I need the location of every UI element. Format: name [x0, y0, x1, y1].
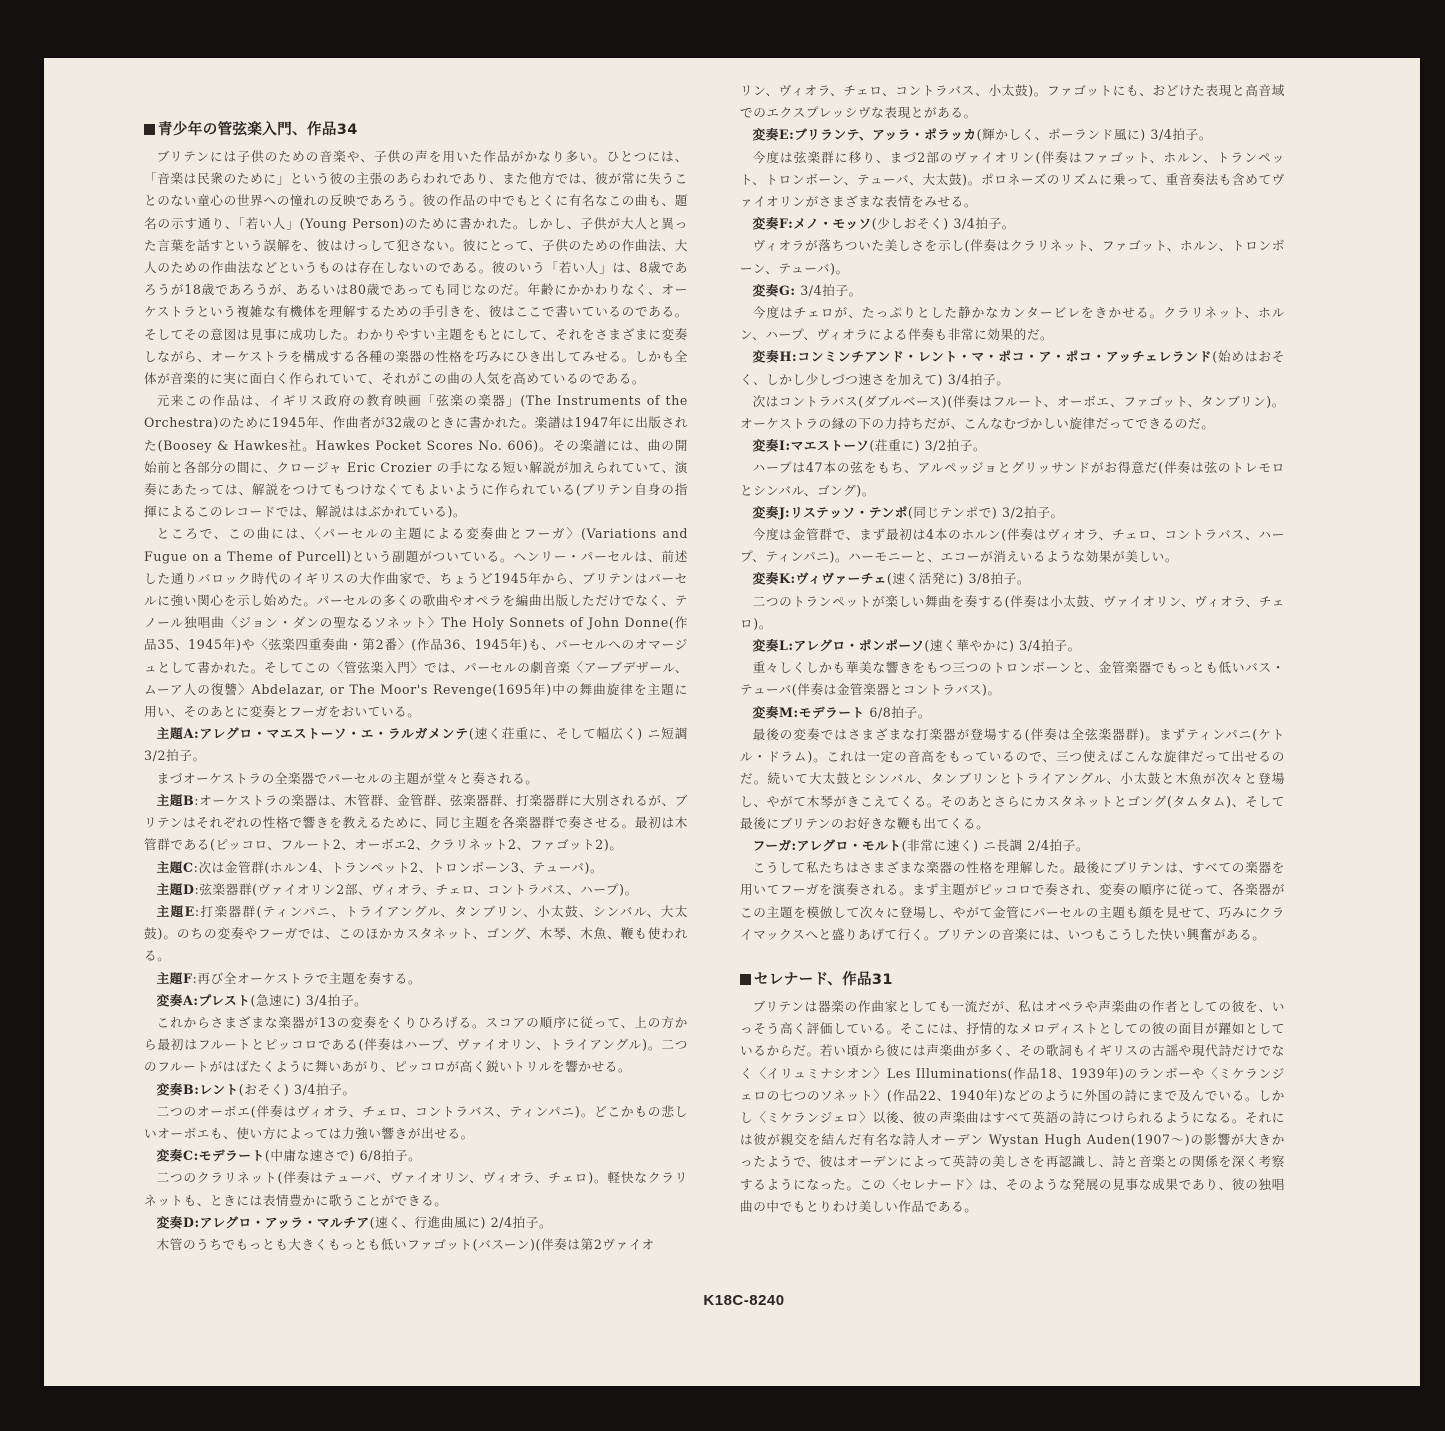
- catalog-number: K18C-8240: [703, 1292, 785, 1309]
- movement-heading: [144, 990, 688, 1012]
- body-paragraph: ところで、この曲には、〈パーセルの主題による変奏曲とフーガ〉(Variations and Fugue on a Theme of Purcell)という副題がついている。ヘンリー・パーセルは、前述した通りバロック時代のイギリスの大作曲家で、ちょうど1945年から、ブリテンはパーセルに強い関心を示し始めた。パーセルの多くの歌曲やオペラを編曲出版しただけでなく、テノール独唱曲〈ジョン・ダンの聖なるソネット〉The Holy Sonnets of John Donne(作品35、1945年)や〈弦楽四重奏曲・第2番〉(作品36、1945年)も、パーセルへのオマージュとして書かれた。そしてこの〈管弦楽入門〉では、パーセルの劇音楽〈アーブデザール、ムーア人の復讐〉Abdelazar, or The Moor's Revenge(1695年)中の舞曲旋律を主題に用い、そのあとに変奏とフーガをおいている。: [144, 526, 688, 720]
- movement-label: 変奏M:モデラート: [752, 704, 865, 720]
- movement-label: 変奏B:レント: [156, 1081, 239, 1097]
- movement-label: 主題E: [156, 903, 195, 919]
- movement-label: 変奏F:メノ・モッソ: [752, 216, 872, 232]
- movement-description: (非常に速く) ニ長調 2/4拍子。: [901, 837, 1090, 853]
- movement-description: :再び全オーケストラで主題を奏する。: [192, 970, 422, 986]
- movement-label: 変奏C:モデラート: [156, 1148, 265, 1164]
- movement-description: (急速に) 3/4拍子。: [250, 992, 368, 1008]
- right-column-body: [740, 80, 1285, 1218]
- movement-label: 変奏I:マエストーソ: [752, 438, 870, 454]
- movement-description: (速く活発に) 3/8拍子。: [886, 571, 1031, 587]
- movement-label: フーガ:アレグロ・モルト: [752, 837, 902, 853]
- movement-label: 主題C: [156, 859, 194, 875]
- body-paragraph: 次はコントラバス(ダブルベース)(伴奏はフルート、オーボエ、ファゴット、タンブリン)。オーケストラの縁の下の力持ちだが、こんなむづかしい旋律だってできるのだ。: [740, 393, 1285, 432]
- body-paragraph: 今度は金管群で、まず最初は4本のホルン(伴奏はヴィオラ、チェロ、コントラバス、ハープ、ティンパニ)。ハーモニーと、エコーが消えいるような効果が美しい。: [740, 527, 1285, 565]
- body-paragraph: まづオーケストラの全楽器でパーセルの主題が堂々と奏される。: [156, 770, 539, 786]
- section-title: 青少年の管弦楽入門、作品34: [144, 118, 688, 142]
- liner-notes-sheet: [44, 58, 1420, 1386]
- movement-heading: [740, 346, 1285, 390]
- movement-description: (同じテンポで) 3/2拍子。: [907, 504, 1064, 520]
- movement-description: (輝かしく、ポーランド風に) 3/4拍子。: [976, 127, 1212, 143]
- right-column: [740, 80, 1285, 1218]
- movement-heading: [144, 857, 688, 879]
- movement-description: (始めはおそく、しかし少しづつ速さを加えて) 3/4拍子。: [740, 349, 1286, 387]
- body-paragraph: 最後の変奏ではさまざまな打楽器が登場する(伴奏は全弦楽器群)。まずティンパニ(ケトル・ドラム)。これは一定の音高をもっているので、三つ使えばこんな旋律だって出せるのだ。続いて大太鼓とシンバル、タンブリンとトライアングル、小太鼓と木魚が次々と登場し、やがて木琴がきこえてくる。そのあとさらにカスタネットとゴング(タムタム)、そして最後にブリテンのお好きな鞭も出てくる。: [740, 726, 1285, 831]
- body-paragraph: 木管のうちでもっとも大きくもっとも低いファゴット(バスーン)(伴奏は第2ヴァイオ: [156, 1236, 655, 1252]
- body-paragraph: ヴィオラが落ちついた美しさを示し(伴奏はクラリネット、ファゴット、ホルン、トロンボーン、テューバ)。: [740, 238, 1285, 276]
- body-paragraph: これからさまざまな楽器が13の変奏をくりひろげる。スコアの順序に従って、上の方から最初はフルートとピッコロである(伴奏はハープ、ヴァイオリン、トライアングル)。二つのフルートがはばたくように舞いあがり、ピッコロが高く鋭いトリルを響かせる。: [144, 1014, 688, 1075]
- movement-description: (速く荘重に、そして幅広く) ニ短調 3/2拍子。: [144, 726, 688, 764]
- movement-label: 変奏J:リステッソ・テンポ: [752, 504, 908, 520]
- movement-heading: [740, 635, 1285, 657]
- movement-description: (おそく) 3/4拍子。: [238, 1081, 356, 1097]
- body-paragraph: 二つのトランペットが楽しい舞曲を奏する(伴奏は小太鼓、ヴァイオリン、ヴィオラ、チェロ)。: [740, 593, 1285, 631]
- movement-heading: [144, 1145, 688, 1167]
- movement-description: (少しおそく) 3/4拍子。: [871, 216, 1015, 232]
- body-paragraph: リン、ヴィオラ、チェロ、コントラバス、小太鼓)。ファゴットにも、おどけた表現と高音域でのエクスプレッシヴな表現とがある。: [740, 83, 1285, 121]
- movement-heading: [144, 1212, 688, 1234]
- left-column-body: [144, 146, 688, 1256]
- movement-label: 変奏G:: [752, 282, 796, 298]
- movement-heading: [740, 568, 1285, 590]
- movement-label: 主題F: [156, 970, 193, 986]
- movement-description: :次は金管群(ホルン4、トランペット2、トロンボーン3、テューバ)。: [193, 859, 604, 875]
- body-paragraph: ブリテンには子供のための音楽や、子供の声を用いた作品がかなり多い。ひとつには、「音楽は民衆のために」という彼の主張のあらわれであり、また他方では、彼が常に失うことのない童心の世界への憧れの反映であろう。彼の作品の中でもとくに有名なこの曲も、題名の示す通り、「若い人」(Young Person)のために書かれた。しかし、子供が大人と異った言葉を話すという誤解を、彼はけっして犯さない。彼にとって、子供のための作曲法、大人のための作曲法などというものは存在しないのである。彼のいう「若い人」は、8歳であろうが18歳であろうが、あるいは80歳であっても同じなのだ。年齢にかかわりなく、オーケストラという複雑な有機体を理解するための手引きを、彼はここで書いているのである。そしてその意図は見事に成功した。わかりやすい主題をもとにして、それをさまざまに変奏しながら、オーケストラを構成する各種の楽器の性格を巧みにひき出してみせる。しかも全体が音楽的に実に面白く作られていて、それがこの曲の人気を高めているのである。: [144, 149, 688, 387]
- movement-description: 6/8拍子。: [864, 704, 932, 720]
- body-paragraph: 今度はチェロが、たっぷりとした静かなカンタービレをきかせる。クラリネット、ホルン、ハープ、ヴィオラによる伴奏も非常に効果的だ。: [740, 305, 1285, 343]
- movement-heading: [740, 435, 1285, 457]
- body-paragraph: 今度は弦楽群に移り、まづ2部のヴァイオリン(伴奏はファゴット、ホルン、トランペット、トロンボーン、テューバ、大太鼓)。ポロネーズのリズムに乗って、重音奏法も含めてヴァイオリンがさまざまな表情をみせる。: [740, 149, 1285, 210]
- movement-description: :打楽器群(ティンパニ、トライアングル、タンブリン、小太鼓、シンバル、大太鼓)。のちの変奏やフーガでは、このほかカスタネット、ゴング、木琴、木魚、鞭も使われる。: [144, 903, 688, 964]
- movement-label: 変奏D:アレグロ・アッラ・マルチア: [156, 1214, 370, 1230]
- movement-description: 3/4拍子。: [795, 282, 862, 298]
- movement-label: 主題A:アレグロ・マエストーソ・エ・ラルガメンテ: [156, 726, 469, 742]
- movement-heading: [740, 124, 1285, 146]
- movement-heading: [740, 835, 1285, 857]
- movement-description: (荘重に) 3/2拍子。: [869, 438, 987, 454]
- movement-heading: [144, 879, 688, 901]
- body-paragraph: 二つのクラリネット(伴奏はテューバ、ヴァイオリン、ヴィオラ、チェロ)。軽快なクラリネットも、ときには表情豊かに歌うことができる。: [144, 1170, 688, 1208]
- movement-description: (速く、行進曲風に) 2/4拍子。: [369, 1214, 553, 1230]
- movement-label: 変奏K:ヴィヴァーチェ: [752, 571, 887, 587]
- section-gap: [740, 946, 1285, 968]
- movement-heading: [740, 280, 1285, 302]
- body-paragraph: 重々しくしかも華美な響きをもつ三つのトロンボーンと、金管楽器でもっとも低いバス・テューバ(伴奏は金管楽器とコントラバス)。: [740, 660, 1285, 698]
- left-column: [144, 118, 688, 1256]
- movement-description: :オーケストラの楽器は、木管群、金管群、弦楽器群、打楽器群に大別されるが、ブリテンはそれぞれの性格で響きを教えるために、同じ主題を各楽器群で奏させる。最初は木管群である(ピッコロ、フルート2、オーボエ2、クラリネット2、ファゴット2)。: [144, 792, 688, 853]
- movement-description: :弦楽器群(ヴァイオリン2部、ヴィオラ、チェロ、コントラバス、ハープ)。: [194, 881, 638, 897]
- body-paragraph: 元来この作品は、イギリス政府の教育映画「弦楽の楽器」(The Instruments of the Orchestra)のために1945年、作曲者が32歳のときに書かれた。楽譜は1947年に出版された(Boosey & Hawkes社。Hawkes Pocket Scores No. 606)。その楽譜には、曲の開始前と各部分の間に、クロージャ Eric Crozier の手になる短い解説が加えられていて、演奏にあたっては、解説をつけてもつけなくてもよいように作られている(ブリテン自身の指揮によるこのレコードでは、解説ははぶかれている)。: [144, 393, 688, 520]
- movement-heading: [144, 790, 688, 857]
- body-paragraph: ブリテンは器楽の作曲家としても一流だが、私はオペラや声楽曲の作者としての彼を、いっそう高く評価している。そこには、抒情的なメロディストとしての彼の面目が躍如としているからだ。若い頃から彼には声楽曲が多く、その歌詞もイギリスの古謡や現代詩だけでなく〈イリュミナシオン〉Les Illuminations(作品18、1939年)のランボーや〈ミケランジェロの七つのソネット〉(作品22、1940年)などのように外国の詩にまで及んでいる。しかし〈ミケランジェロ〉以後、彼の声楽曲はすべて英語の詩につけられるようになる。それには彼が親交を結んだ有名な詩人オーデン Wystan Hugh Auden(1907〜)の影響が大きかったようで、彼はオーデンによって英詩の美しさを再認識し、詩と音楽との関係を深く考察するようになった。この〈セレナード〉は、そのような発展の見事な成果であり、彼の独唱曲の中でもとりわけ美しい作品である。: [740, 998, 1285, 1214]
- movement-description: (中庸な速さで) 6/8拍子。: [264, 1148, 422, 1164]
- movement-heading: [144, 901, 688, 968]
- movement-label: 変奏E:ブリランテ、アッラ・ポラッカ: [752, 127, 977, 143]
- movement-heading: [740, 502, 1285, 524]
- body-paragraph: 二つのオーボエ(伴奏はヴィオラ、チェロ、コントラバス、ティンパニ)。どこかもの悲しいオーボエも、使い方によっては力強い響きが出せる。: [144, 1103, 688, 1141]
- movement-label: 変奏L:アレグロ・ポンポーソ: [752, 638, 925, 654]
- movement-label: 変奏A:プレスト: [156, 992, 251, 1008]
- movement-description: (速く華やかに) 3/4拍子。: [924, 638, 1081, 654]
- movement-label: 主題B: [156, 792, 195, 808]
- movement-heading: [144, 1079, 688, 1101]
- movement-heading: [144, 968, 688, 990]
- section-title: セレナード、作品31: [740, 968, 1285, 992]
- movement-label: 変奏H:コンミンチアンド・レント・マ・ポコ・ア・ポコ・アッチェレランド: [752, 349, 1213, 365]
- movement-heading: [144, 723, 688, 767]
- body-paragraph: ハープは47本の弦をもち、アルペッジョとグリッサンドがお得意だ(伴奏は弦のトレモロとシンバル、ゴング)。: [740, 460, 1285, 498]
- movement-heading: [740, 702, 1285, 724]
- body-paragraph: こうして私たちはさまざまな楽器の性格を理解した。最後にブリテンは、すべての楽器を用いてフーガを演奏される。まず主題がピッコロで奏され、変奏の順序に従って、各楽器がこの主題を模倣して次々に登場し、やがて金管にパーセルの主題も顔を見せて、巧みにクライマックスへと盛りあげて行く。ブリテンの音楽には、いつもこうした快い興奮がある。: [740, 860, 1285, 942]
- movement-label: 主題D: [156, 881, 195, 897]
- movement-heading: [740, 213, 1285, 235]
